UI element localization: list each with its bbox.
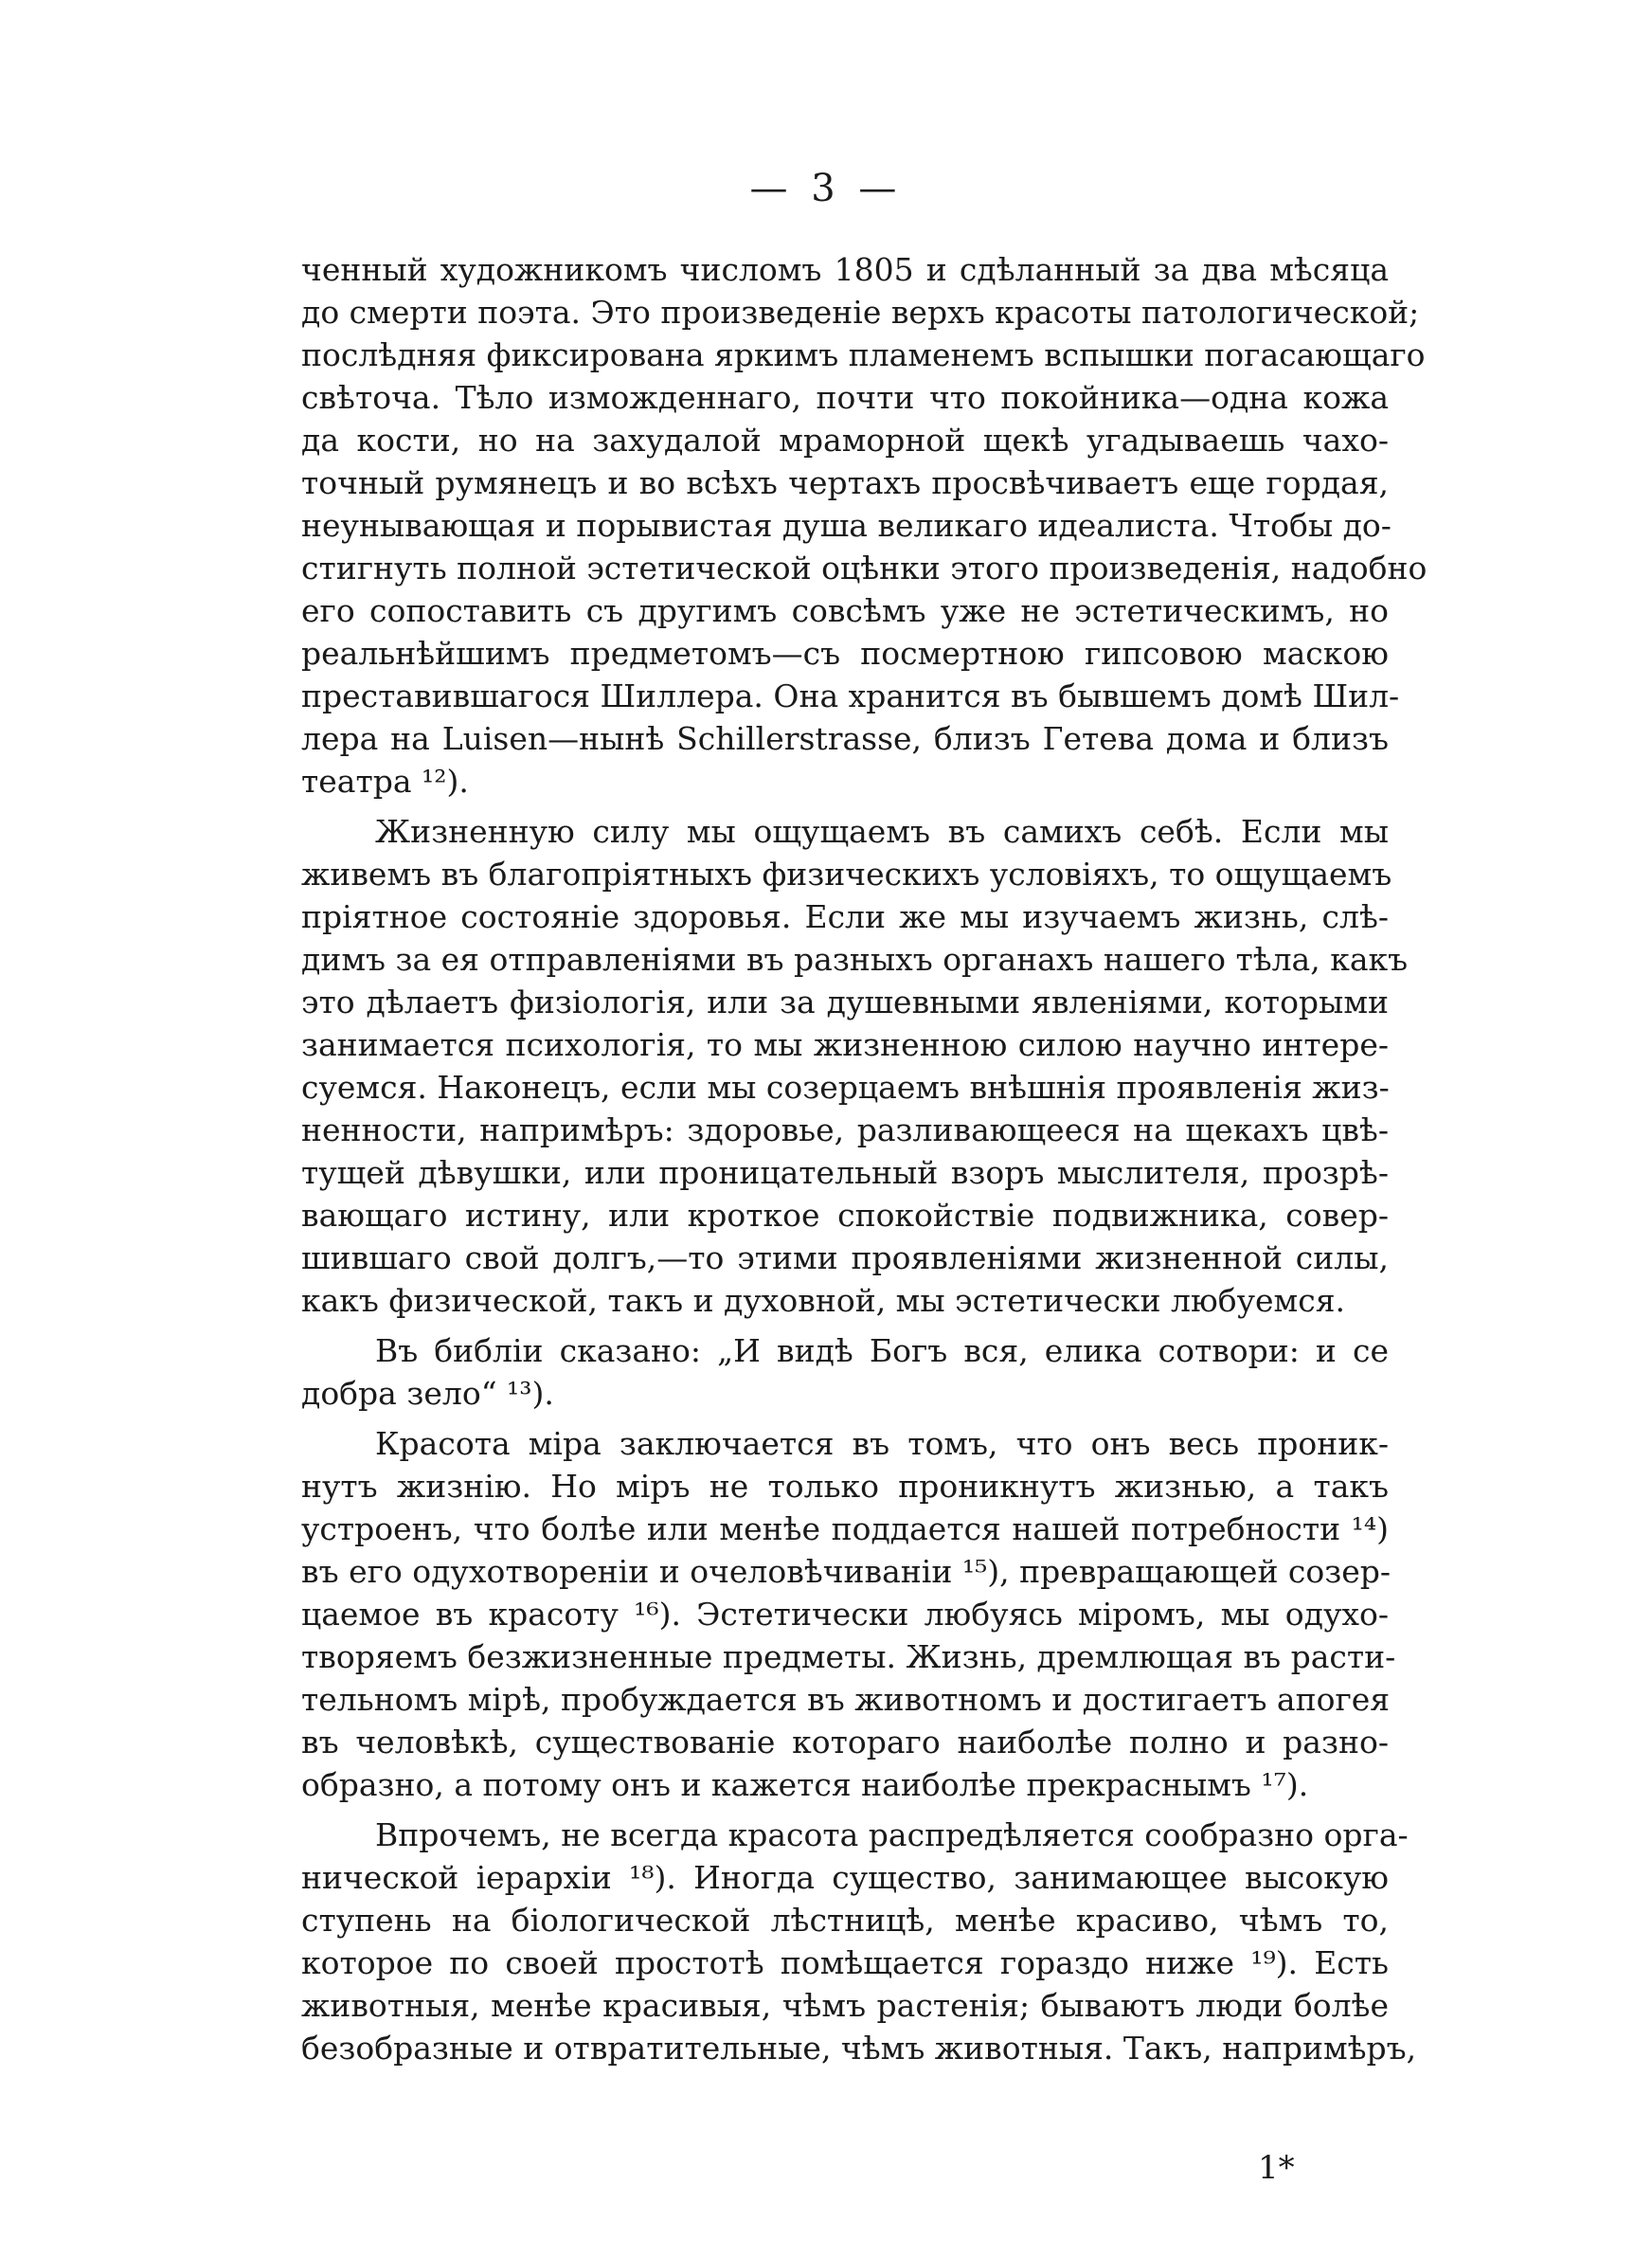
- text-line: тельномъ мiрѣ, пробуждается въ животномъ и достигаетъ апогея: [301, 1681, 1391, 1718]
- text-line: реальнѣйшимъ предметомъ—съ посмертною гипсовою маскою: [301, 635, 1389, 672]
- text-line: въ его одухотворенiи и очеловѣчиванiи ¹⁵), превращающей созер-: [301, 1553, 1392, 1590]
- text-line: нутъ жизнiю. Но мiръ не только проникнутъ жизнью, а такъ: [301, 1468, 1389, 1505]
- text-line: устроенъ, что болѣе или менѣе поддается нашей потребности ¹⁴): [301, 1510, 1389, 1547]
- text-line: которое по своей простотѣ помѣщается гораздо ниже ¹⁹). Есть: [301, 1944, 1389, 1981]
- text-line: ненности, напримѣръ: здоровье, разливающееся на щекахъ цвѣ-: [301, 1111, 1389, 1148]
- text-line: театра ¹²).: [301, 763, 469, 800]
- sheet-signature-mark: 1*: [1258, 2149, 1295, 2187]
- page-number: — 3 —: [749, 167, 903, 210]
- text-line: до смерти поэта. Это произведенiе верхъ красоты патологической;: [301, 294, 1420, 331]
- text-line: тущей дѣвушки, или проницательный взоръ мыслителя, прозрѣ-: [301, 1154, 1389, 1191]
- text-line: димъ за ея отправленiями въ разныхъ органахъ нашего тѣла, какъ: [301, 941, 1409, 978]
- text-line: образно, а потому онъ и кажется наиболѣе прекраснымъ ¹⁷).: [301, 1766, 1309, 1803]
- text-line: нической iерархiи ¹⁸). Иногда существо, занимающее высокую: [301, 1859, 1389, 1896]
- paragraph: [301, 248, 1428, 803]
- paragraph: [301, 1422, 1396, 1806]
- text-line: преставившагося Шиллера. Она хранится въ бывшемъ домѣ Шил-: [301, 677, 1400, 714]
- body-text: [301, 248, 1428, 2069]
- text-line: живемъ въ благопрiятныхъ физическихъ условiяхъ, то ощущаемъ: [301, 856, 1392, 893]
- text-line: его сопоставить съ другимъ совсѣмъ уже не эстетическимъ, но: [301, 592, 1389, 629]
- text-line: прiятное состоянiе здоровья. Если же мы изучаемъ жизнь, слѣ-: [301, 898, 1389, 935]
- text-line: да кости, но на захудалой мраморной щекѣ угадываешь чахо-: [301, 422, 1389, 459]
- text-line: цаемое въ красоту ¹⁶). Эстетически любуясь мiромъ, мы одухо-: [301, 1596, 1389, 1633]
- text-line: Жизненную силу мы ощущаемъ въ самихъ себѣ. Если мы: [375, 813, 1389, 850]
- text-line: творяемъ безжизненные предметы. Жизнь, дремлющая въ расти-: [301, 1638, 1396, 1675]
- text-line: это дѣлаетъ физiологiя, или за душевными явленiями, которыми: [301, 984, 1389, 1020]
- text-line: Впрочемъ, не всегда красота распредѣляется сообразно орга-: [375, 1816, 1409, 1853]
- text-line: ступень на бiологической лѣстницѣ, менѣе красиво, чѣмъ то,: [301, 1902, 1389, 1939]
- paragraph: [301, 810, 1409, 1322]
- text-line: послѣдняя фиксирована яркимъ пламенемъ вспышки погасающаго: [301, 336, 1426, 373]
- text-line: стигнуть полной эстетической оцѣнки этого произведенiя, надобно: [301, 550, 1428, 587]
- paragraph: [301, 1814, 1417, 2069]
- text-line: ченный художникомъ числомъ 1805 и сдѣланный за два мѣсяца: [301, 251, 1389, 288]
- text-line: лера на Luisen—нынѣ Schillerstrasse, близъ Гетева дома и близъ: [301, 720, 1389, 757]
- text-line: неунывающая и порывистая душа великаго идеалиста. Чтобы до-: [301, 507, 1392, 544]
- text-line: Въ библiи сказано: „И видѣ Богъ вся, елика сотвори: и се: [375, 1332, 1389, 1369]
- paragraph: [301, 1329, 1389, 1415]
- text-line: шившаго свой долгъ,—то этими проявленiями жизненной силы,: [301, 1239, 1389, 1276]
- text-line: точный румянецъ и во всѣхъ чертахъ просвѣчиваетъ еще гордая,: [301, 464, 1389, 501]
- text-line: безобразные и отвратительные, чѣмъ животныя. Такъ, напримѣръ,: [301, 2030, 1417, 2067]
- text-line: добра зело“ ¹³).: [301, 1375, 554, 1412]
- text-line: въ человѣкѣ, существованiе котораго наиболѣе полно и разно-: [301, 1724, 1389, 1760]
- text-line: какъ физической, такъ и духовной, мы эстетически любуемся.: [301, 1282, 1346, 1319]
- text-line: суемся. Наконецъ, если мы созерцаемъ внѣшнiя проявленiя жиз-: [301, 1069, 1390, 1106]
- text-line: животныя, менѣе красивыя, чѣмъ растенiя; бываютъ люди болѣе: [301, 1987, 1389, 2024]
- text-line: вающаго истину, или кроткое спокойствiе подвижника, совер-: [301, 1197, 1389, 1234]
- text-line: занимается психологiя, то мы жизненною силою научно интере-: [301, 1026, 1389, 1063]
- text-line: Красота мiра заключается въ томъ, что онъ весь проник-: [375, 1425, 1389, 1462]
- text-line: свѣточа. Тѣло изможденнаго, почти что покойника—одна кожа: [301, 379, 1389, 416]
